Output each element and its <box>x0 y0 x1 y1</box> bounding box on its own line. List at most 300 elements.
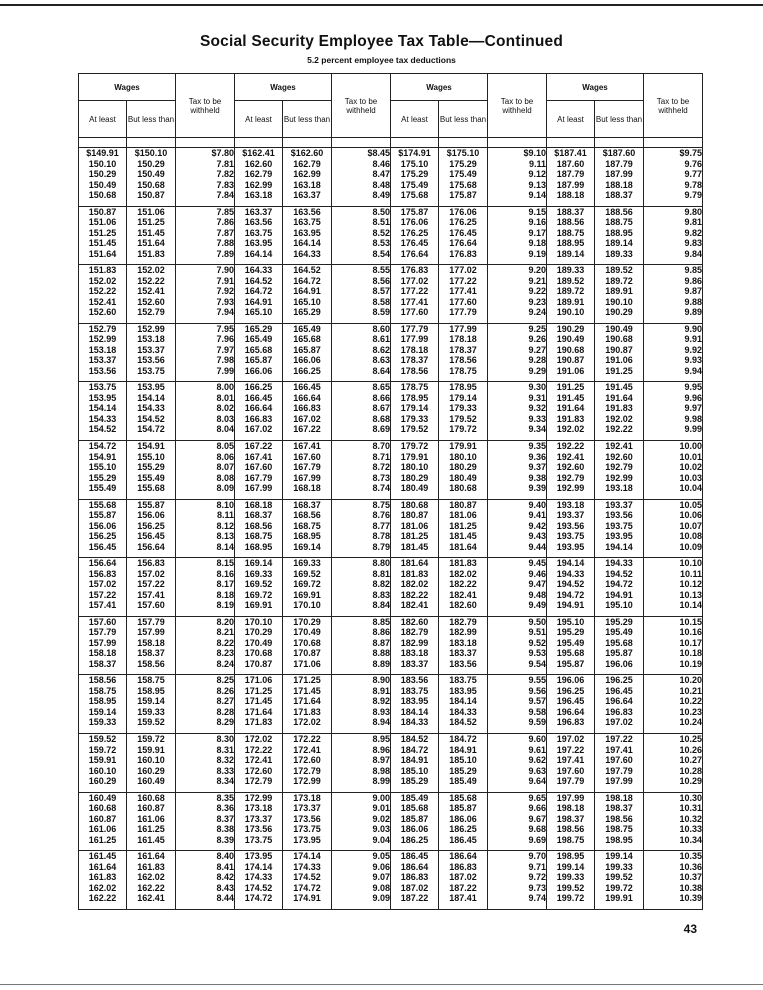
table-value: 198.95 <box>556 851 585 862</box>
table-value: 10.17 <box>679 637 702 648</box>
table-value: 9.29 <box>528 365 546 376</box>
table-value: 9.08 <box>372 882 390 893</box>
table-value: 191.45 <box>605 382 633 393</box>
but-less-cell <box>127 206 176 265</box>
tax-cell <box>176 558 235 617</box>
table-value: 172.02 <box>244 734 273 745</box>
table-value: $7.80 <box>211 148 234 158</box>
table-value: 7.97 <box>216 344 234 355</box>
table-value: 197.41 <box>556 755 585 766</box>
table-value: 199.72 <box>605 882 633 893</box>
table-value: 152.60 <box>137 296 165 307</box>
but-less-cell <box>127 734 176 793</box>
table-value: 187.99 <box>605 169 633 179</box>
table-value: 175.68 <box>449 179 477 190</box>
table-value: 9.83 <box>684 238 702 249</box>
wages-header-1: Wages <box>79 74 176 101</box>
table-value: 185.10 <box>400 765 429 776</box>
table-value: 153.37 <box>88 355 117 366</box>
but-less-cell <box>595 851 644 910</box>
at-least-cell <box>547 265 595 324</box>
tax-cell <box>644 441 703 500</box>
table-value: 158.18 <box>88 648 117 659</box>
table-value: 9.38 <box>528 472 546 483</box>
table-value: 150.29 <box>88 169 117 179</box>
but-less-cell <box>439 323 488 382</box>
table-value: 188.75 <box>605 217 633 228</box>
table-value: 198.37 <box>556 813 585 824</box>
tax-cell <box>488 441 547 500</box>
table-value: 159.14 <box>137 696 165 707</box>
table-value: 152.79 <box>137 307 165 318</box>
table-value: 161.83 <box>137 861 165 872</box>
table-value: 193.37 <box>556 510 585 521</box>
table-value: 160.87 <box>137 803 165 814</box>
table-value: 198.95 <box>605 834 633 845</box>
table-value: 164.72 <box>293 275 321 286</box>
table-value: 152.02 <box>137 265 165 276</box>
but-less-cell <box>595 382 644 441</box>
table-value: 190.68 <box>605 334 633 345</box>
table-value: 165.87 <box>244 355 273 366</box>
table-value: 194.14 <box>605 541 633 552</box>
table-value: 9.02 <box>372 813 390 824</box>
table-value: 10.26 <box>679 744 702 755</box>
but-less-cell <box>595 206 644 265</box>
table-value: 188.75 <box>556 227 585 238</box>
table-value: 179.52 <box>400 424 429 435</box>
table-value: 190.29 <box>605 307 633 318</box>
table-value: 189.33 <box>556 265 585 276</box>
table-value: 184.14 <box>400 706 429 717</box>
table-value: 8.19 <box>216 600 234 611</box>
tax-cell <box>176 206 235 265</box>
table-value: 175.87 <box>400 206 429 217</box>
table-value: 168.56 <box>293 510 321 521</box>
table-value: 180.87 <box>400 510 429 521</box>
table-value: 9.84 <box>684 248 702 259</box>
table-row-group <box>79 206 703 265</box>
table-value: 7.88 <box>216 238 234 249</box>
table-value: 167.41 <box>293 441 321 452</box>
table-value: 9.13 <box>528 179 546 190</box>
table-value: 10.20 <box>679 675 702 686</box>
table-value: 8.04 <box>216 424 234 435</box>
table-value: $9.10 <box>523 148 546 158</box>
table-value: 194.72 <box>556 589 585 600</box>
table-value: 155.49 <box>88 483 117 494</box>
at-least-cell <box>79 382 127 441</box>
table-value: 179.91 <box>400 451 429 462</box>
table-value: 182.60 <box>400 616 429 627</box>
table-value: 158.56 <box>137 658 165 669</box>
table-value: 160.68 <box>137 792 165 803</box>
table-value: 183.75 <box>449 675 477 686</box>
table-value: 8.59 <box>372 307 390 318</box>
tax-header-3: Tax to be withheld <box>488 74 547 138</box>
table-value: 8.05 <box>216 441 234 452</box>
table-value: 164.52 <box>244 275 273 286</box>
table-value: 197.22 <box>556 744 585 755</box>
at-least-cell <box>79 265 127 324</box>
table-value: 171.06 <box>293 658 321 669</box>
tax-cell <box>488 265 547 324</box>
at-least-cell <box>547 675 595 734</box>
table-value: 9.93 <box>684 355 702 366</box>
table-value: 154.14 <box>88 403 117 414</box>
table-value: 170.68 <box>244 648 273 659</box>
table-value: 8.79 <box>372 541 390 552</box>
table-value: 168.18 <box>244 499 273 510</box>
table-value: 184.52 <box>449 717 477 728</box>
table-value: 197.99 <box>556 792 585 803</box>
table-value: 167.99 <box>244 483 273 494</box>
but-less-cell <box>283 265 332 324</box>
table-value: 8.17 <box>216 579 234 590</box>
table-value: 183.18 <box>449 637 477 648</box>
table-value: 199.52 <box>556 882 585 893</box>
table-value: 157.02 <box>137 568 165 579</box>
table-value: 175.10 <box>400 158 429 169</box>
table-value: 181.83 <box>400 568 429 579</box>
table-value: 9.04 <box>372 834 390 845</box>
tax-header-4: Tax to be withheld <box>644 74 703 138</box>
table-value: 8.03 <box>216 413 234 424</box>
table-value: 8.77 <box>372 520 390 531</box>
table-value: 164.91 <box>244 296 273 307</box>
table-value: 191.06 <box>556 365 585 376</box>
table-value: 157.60 <box>88 616 117 627</box>
table-value: 9.96 <box>684 392 702 403</box>
table-value: 8.81 <box>372 568 390 579</box>
table-value: 169.33 <box>293 558 321 569</box>
table-value: 173.95 <box>244 851 273 862</box>
table-value: 8.14 <box>216 541 234 552</box>
table-value: 7.81 <box>216 158 234 169</box>
table-value: 9.30 <box>528 382 546 393</box>
table-value: 171.45 <box>244 696 273 707</box>
table-value: 197.41 <box>605 744 633 755</box>
table-value: 10.34 <box>679 834 702 845</box>
tax-cell <box>176 148 235 207</box>
but-less-cell <box>283 206 332 265</box>
table-value: 193.95 <box>556 541 585 552</box>
table-value: 153.95 <box>88 392 117 403</box>
table-value: 185.87 <box>400 813 429 824</box>
table-value: 167.22 <box>244 441 273 452</box>
table-value: 8.44 <box>216 893 234 904</box>
table-value: 172.60 <box>293 755 321 766</box>
table-value: 159.52 <box>88 734 117 745</box>
table-value: 8.34 <box>216 776 234 787</box>
table-value: 184.91 <box>400 755 429 766</box>
table-value: 170.87 <box>293 648 321 659</box>
table-value: 8.02 <box>216 403 234 414</box>
table-value: 160.10 <box>88 765 117 776</box>
tax-cell <box>176 792 235 851</box>
table-value: $187.60 <box>602 148 636 158</box>
table-value: 158.37 <box>137 648 165 659</box>
tax-cell <box>644 265 703 324</box>
page-number: 43 <box>683 922 697 936</box>
table-value: 181.45 <box>400 541 429 552</box>
table-value: 191.83 <box>605 403 633 414</box>
table-value: 9.59 <box>528 717 546 728</box>
table-value: 9.64 <box>528 776 546 787</box>
but-less-cell <box>439 265 488 324</box>
table-value: 8.95 <box>372 734 390 745</box>
table-value: 9.98 <box>684 413 702 424</box>
table-value: 160.49 <box>88 792 117 803</box>
table-value: 180.49 <box>449 472 477 483</box>
table-value: 154.91 <box>88 451 117 462</box>
table-value: 8.40 <box>216 851 234 862</box>
table-value: 191.45 <box>556 392 585 403</box>
table-value: 8.97 <box>372 755 390 766</box>
table-value: 171.64 <box>293 696 321 707</box>
table-value: 10.18 <box>679 648 702 659</box>
tax-cell <box>644 499 703 558</box>
but-less-cell <box>595 675 644 734</box>
table-value: 178.75 <box>449 365 477 376</box>
but-less-cell <box>283 734 332 793</box>
table-row-group <box>79 499 703 558</box>
tax-cell <box>488 734 547 793</box>
table-value: 192.22 <box>605 424 633 435</box>
at-least-cell <box>547 734 595 793</box>
at-least-cell <box>547 206 595 265</box>
table-value: 9.69 <box>528 834 546 845</box>
table-value: 193.18 <box>605 483 633 494</box>
table-value: 196.06 <box>556 675 585 686</box>
tax-cell <box>644 851 703 910</box>
table-value: 175.29 <box>400 169 429 179</box>
but-less-cell <box>283 851 332 910</box>
table-value: 180.10 <box>400 462 429 473</box>
table-value: 8.39 <box>216 834 234 845</box>
table-value: 9.31 <box>528 392 546 403</box>
table-value: 191.64 <box>605 392 633 403</box>
but-less-cell <box>439 382 488 441</box>
table-value: 162.79 <box>244 169 273 179</box>
table-value: 9.51 <box>528 627 546 638</box>
table-value: 155.68 <box>137 483 165 494</box>
table-value: 190.29 <box>556 323 585 334</box>
table-value: 154.91 <box>137 441 165 452</box>
table-value: 185.87 <box>449 803 477 814</box>
table-value: 8.80 <box>372 558 390 569</box>
table-value: 8.90 <box>372 675 390 686</box>
table-row-group <box>79 616 703 675</box>
table-value: 174.91 <box>293 893 321 904</box>
table-value: 9.09 <box>372 893 390 904</box>
table-value: 190.87 <box>556 355 585 366</box>
table-value: 175.29 <box>449 158 477 169</box>
table-value: 8.48 <box>372 179 390 190</box>
table-value: 162.41 <box>137 893 165 904</box>
at-least-cell <box>391 558 439 617</box>
table-value: 189.91 <box>556 296 585 307</box>
table-value: 161.06 <box>88 824 117 835</box>
table-value: 164.33 <box>293 248 321 259</box>
table-value: 190.68 <box>556 344 585 355</box>
table-value: 184.91 <box>449 744 477 755</box>
table-value: 9.80 <box>684 206 702 217</box>
table-value: 164.14 <box>293 238 321 249</box>
tax-cell <box>488 206 547 265</box>
at-least-cell <box>79 441 127 500</box>
table-value: 198.56 <box>556 824 585 835</box>
table-value: 187.60 <box>556 158 585 169</box>
at-least-cell <box>391 734 439 793</box>
table-value: 190.49 <box>556 334 585 345</box>
table-value: 8.93 <box>372 706 390 717</box>
table-value: 179.72 <box>400 441 429 452</box>
tax-cell <box>176 616 235 675</box>
but-less-cell <box>439 675 488 734</box>
table-value: 151.25 <box>137 217 165 228</box>
table-value: 10.31 <box>679 803 702 814</box>
table-value: 176.64 <box>449 238 477 249</box>
table-value: 156.64 <box>88 558 117 569</box>
tax-cell <box>644 206 703 265</box>
table-value: 7.91 <box>216 275 234 286</box>
table-value: 192.60 <box>605 451 633 462</box>
table-value: 194.72 <box>605 579 633 590</box>
table-value: 163.37 <box>293 190 321 200</box>
table-value: 9.11 <box>528 158 546 169</box>
table-value: 7.92 <box>216 286 234 297</box>
table-value: 190.87 <box>605 344 633 355</box>
at-least-cell <box>391 675 439 734</box>
table-value: 171.06 <box>244 675 273 686</box>
table-value: 9.70 <box>528 851 546 862</box>
table-value: 190.10 <box>556 307 585 318</box>
table-value: 10.09 <box>679 541 702 552</box>
table-value: 195.87 <box>605 648 633 659</box>
tax-cell <box>332 206 391 265</box>
table-value: 177.41 <box>449 286 477 297</box>
table-row-group <box>79 441 703 500</box>
table-row-group <box>79 558 703 617</box>
table-value: 178.56 <box>449 355 477 366</box>
table-value: 159.52 <box>137 717 165 728</box>
table-value: 156.25 <box>88 531 117 542</box>
table-value: 9.49 <box>528 600 546 611</box>
tax-cell <box>332 265 391 324</box>
table-value: 9.90 <box>684 323 702 334</box>
table-value: 8.13 <box>216 531 234 542</box>
table-value: 196.06 <box>605 658 633 669</box>
table-value: 154.52 <box>88 424 117 435</box>
table-value: 151.83 <box>88 265 117 276</box>
table-value: 181.64 <box>400 558 429 569</box>
table-value: 8.68 <box>372 413 390 424</box>
but-less-cell <box>127 499 176 558</box>
table-value: 182.60 <box>449 600 477 611</box>
table-value: 186.83 <box>400 872 429 883</box>
table-value: 10.36 <box>679 861 702 872</box>
table-value: 8.73 <box>372 472 390 483</box>
but-less-cell <box>127 148 176 207</box>
table-value: 7.98 <box>216 355 234 366</box>
table-value: 8.30 <box>216 734 234 745</box>
table-value: 174.72 <box>293 882 321 893</box>
tax-cell <box>488 499 547 558</box>
table-value: 196.83 <box>556 717 585 728</box>
header-row-sub <box>79 101 703 138</box>
table-value: 180.10 <box>449 451 477 462</box>
table-value: 155.87 <box>137 499 165 510</box>
but-less-cell <box>439 851 488 910</box>
table-value: 158.95 <box>137 685 165 696</box>
table-value: 8.96 <box>372 744 390 755</box>
at-least-cell <box>391 792 439 851</box>
table-value: 165.68 <box>244 344 273 355</box>
table-value: 187.22 <box>400 893 429 904</box>
header-row-top <box>79 74 703 101</box>
table-value: 180.87 <box>449 499 477 510</box>
table-value: 10.10 <box>679 558 702 569</box>
table-value: 9.21 <box>528 275 546 286</box>
table-value: 188.37 <box>605 190 633 200</box>
table-value: 158.95 <box>88 696 117 707</box>
table-value: 10.11 <box>679 568 702 579</box>
table-value: 161.45 <box>137 834 165 845</box>
table-value: 188.95 <box>556 238 585 249</box>
table-value: 183.56 <box>400 675 429 686</box>
table-value: 9.17 <box>528 227 546 238</box>
table-value: 9.47 <box>528 579 546 590</box>
table-value: 164.91 <box>293 286 321 297</box>
table-value: 182.22 <box>449 579 477 590</box>
table-value: 173.75 <box>293 824 321 835</box>
table-value: 185.10 <box>449 755 477 766</box>
table-value: 7.85 <box>216 206 234 217</box>
table-value: 8.18 <box>216 589 234 600</box>
at-least-cell <box>547 499 595 558</box>
table-value: $174.91 <box>398 148 431 158</box>
table-value: 8.27 <box>216 696 234 707</box>
tax-cell <box>644 616 703 675</box>
table-value: 167.02 <box>244 424 273 435</box>
but-less-cell <box>283 148 332 207</box>
table-value: 160.29 <box>137 765 165 776</box>
at-least-cell <box>547 616 595 675</box>
table-value: 166.83 <box>244 413 273 424</box>
at-least-cell <box>547 792 595 851</box>
table-value: 175.49 <box>400 179 429 190</box>
table-value: 9.88 <box>684 296 702 307</box>
table-value: 156.83 <box>88 568 117 579</box>
wages-header-2: Wages <box>235 74 332 101</box>
table-row-group <box>79 148 703 207</box>
table-value: 8.99 <box>372 776 390 787</box>
table-value: 161.64 <box>88 861 117 872</box>
but-less-cell <box>283 616 332 675</box>
but-less-cell <box>595 616 644 675</box>
but-less-cell <box>283 323 332 382</box>
table-value: 194.91 <box>605 589 633 600</box>
table-value: 196.64 <box>605 696 633 707</box>
table-value: 151.25 <box>88 227 117 238</box>
table-value: 186.64 <box>449 851 477 862</box>
table-value: 9.54 <box>528 658 546 669</box>
table-value: 8.58 <box>372 296 390 307</box>
table-value: 169.72 <box>244 589 273 600</box>
table-value: 170.68 <box>293 637 321 648</box>
table-value: 163.56 <box>293 206 321 217</box>
